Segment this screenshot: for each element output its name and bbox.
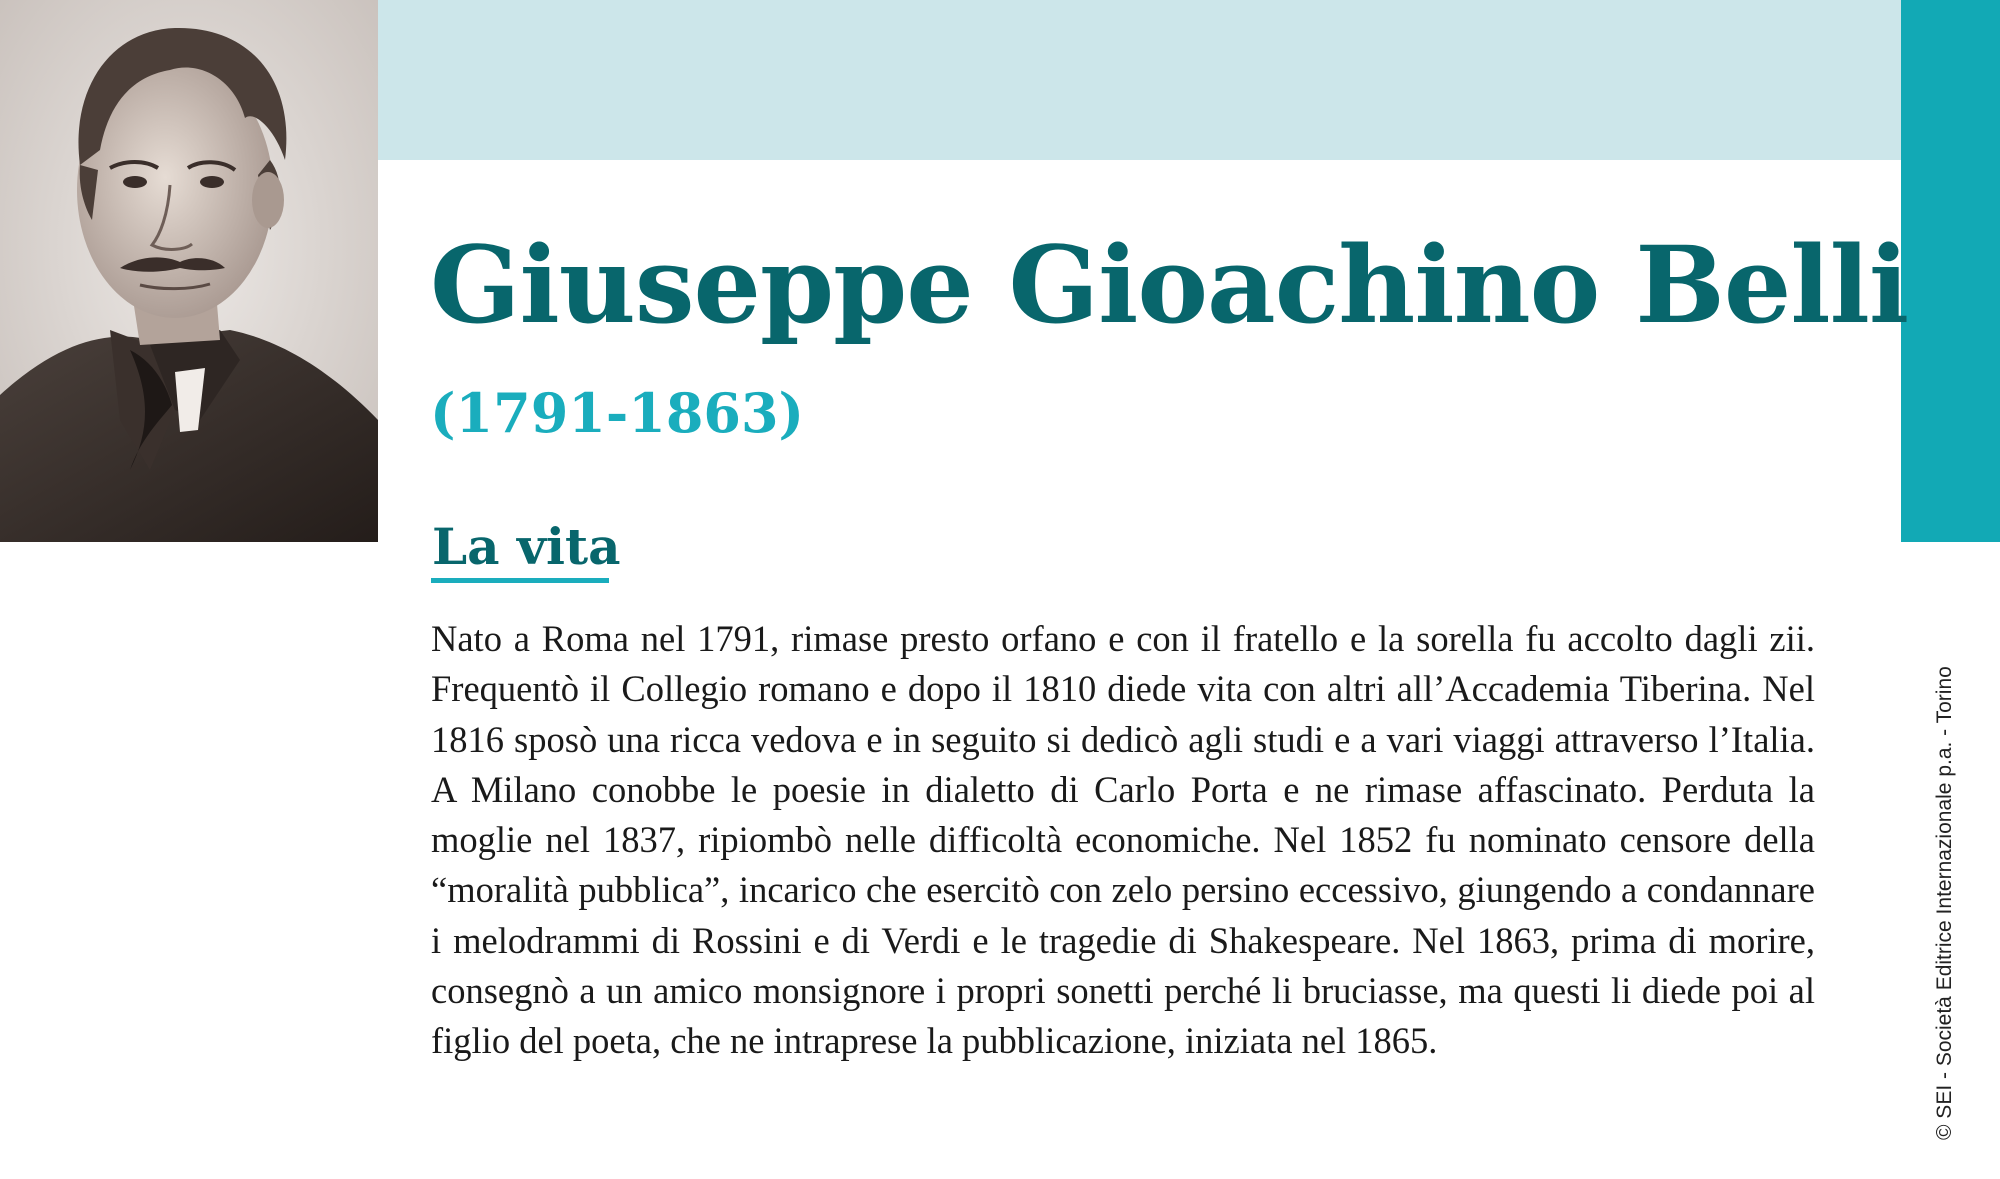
- life-dates: (1791-1863): [430, 381, 805, 445]
- portrait-image: [0, 0, 378, 542]
- section-underline: [431, 578, 609, 583]
- header-band: [378, 0, 1901, 160]
- biography-paragraph: Nato a Roma nel 1791, rimase presto orfano e con il fratello e la sorella fu accolto dagli zii. Frequentò il Collegio romano e dopo il 1810 diede vita con altri all’Accademia Tiberina. Nel 1816 sposò una ricca vedova e in seguito si dedicò agli studi e a vari viaggi attraverso l’Italia. A Milano conobbe le poesie in dialetto di Carlo Porta e ne rimase affascinato. Perduta la moglie nel 1837, ripiombò nelle difficoltà economiche. Nel 1852 fu nominato censore della “moralità pubblica”, incarico che esercitò con zelo persino eccessivo, giungendo a condannare i melodrammi di Rossini e di Verdi e le tragedie di Shakespeare. Nel 1863, prima di morire, consegnò a un amico monsignore i propri sonetti perché li bruciasse, ma questi li diede poi al figlio del poeta, che ne intraprese la pubblicazione, iniziata nel 1865.: [431, 618, 1815, 1062]
- side-accent-bar: [1901, 0, 2000, 542]
- page-title: Giuseppe Gioachino Belli: [430, 222, 1909, 347]
- section-heading: La vita: [432, 517, 621, 576]
- copyright-notice: © SEI - Società Editrice Internazionale p.a. - Torino: [1933, 666, 1956, 1140]
